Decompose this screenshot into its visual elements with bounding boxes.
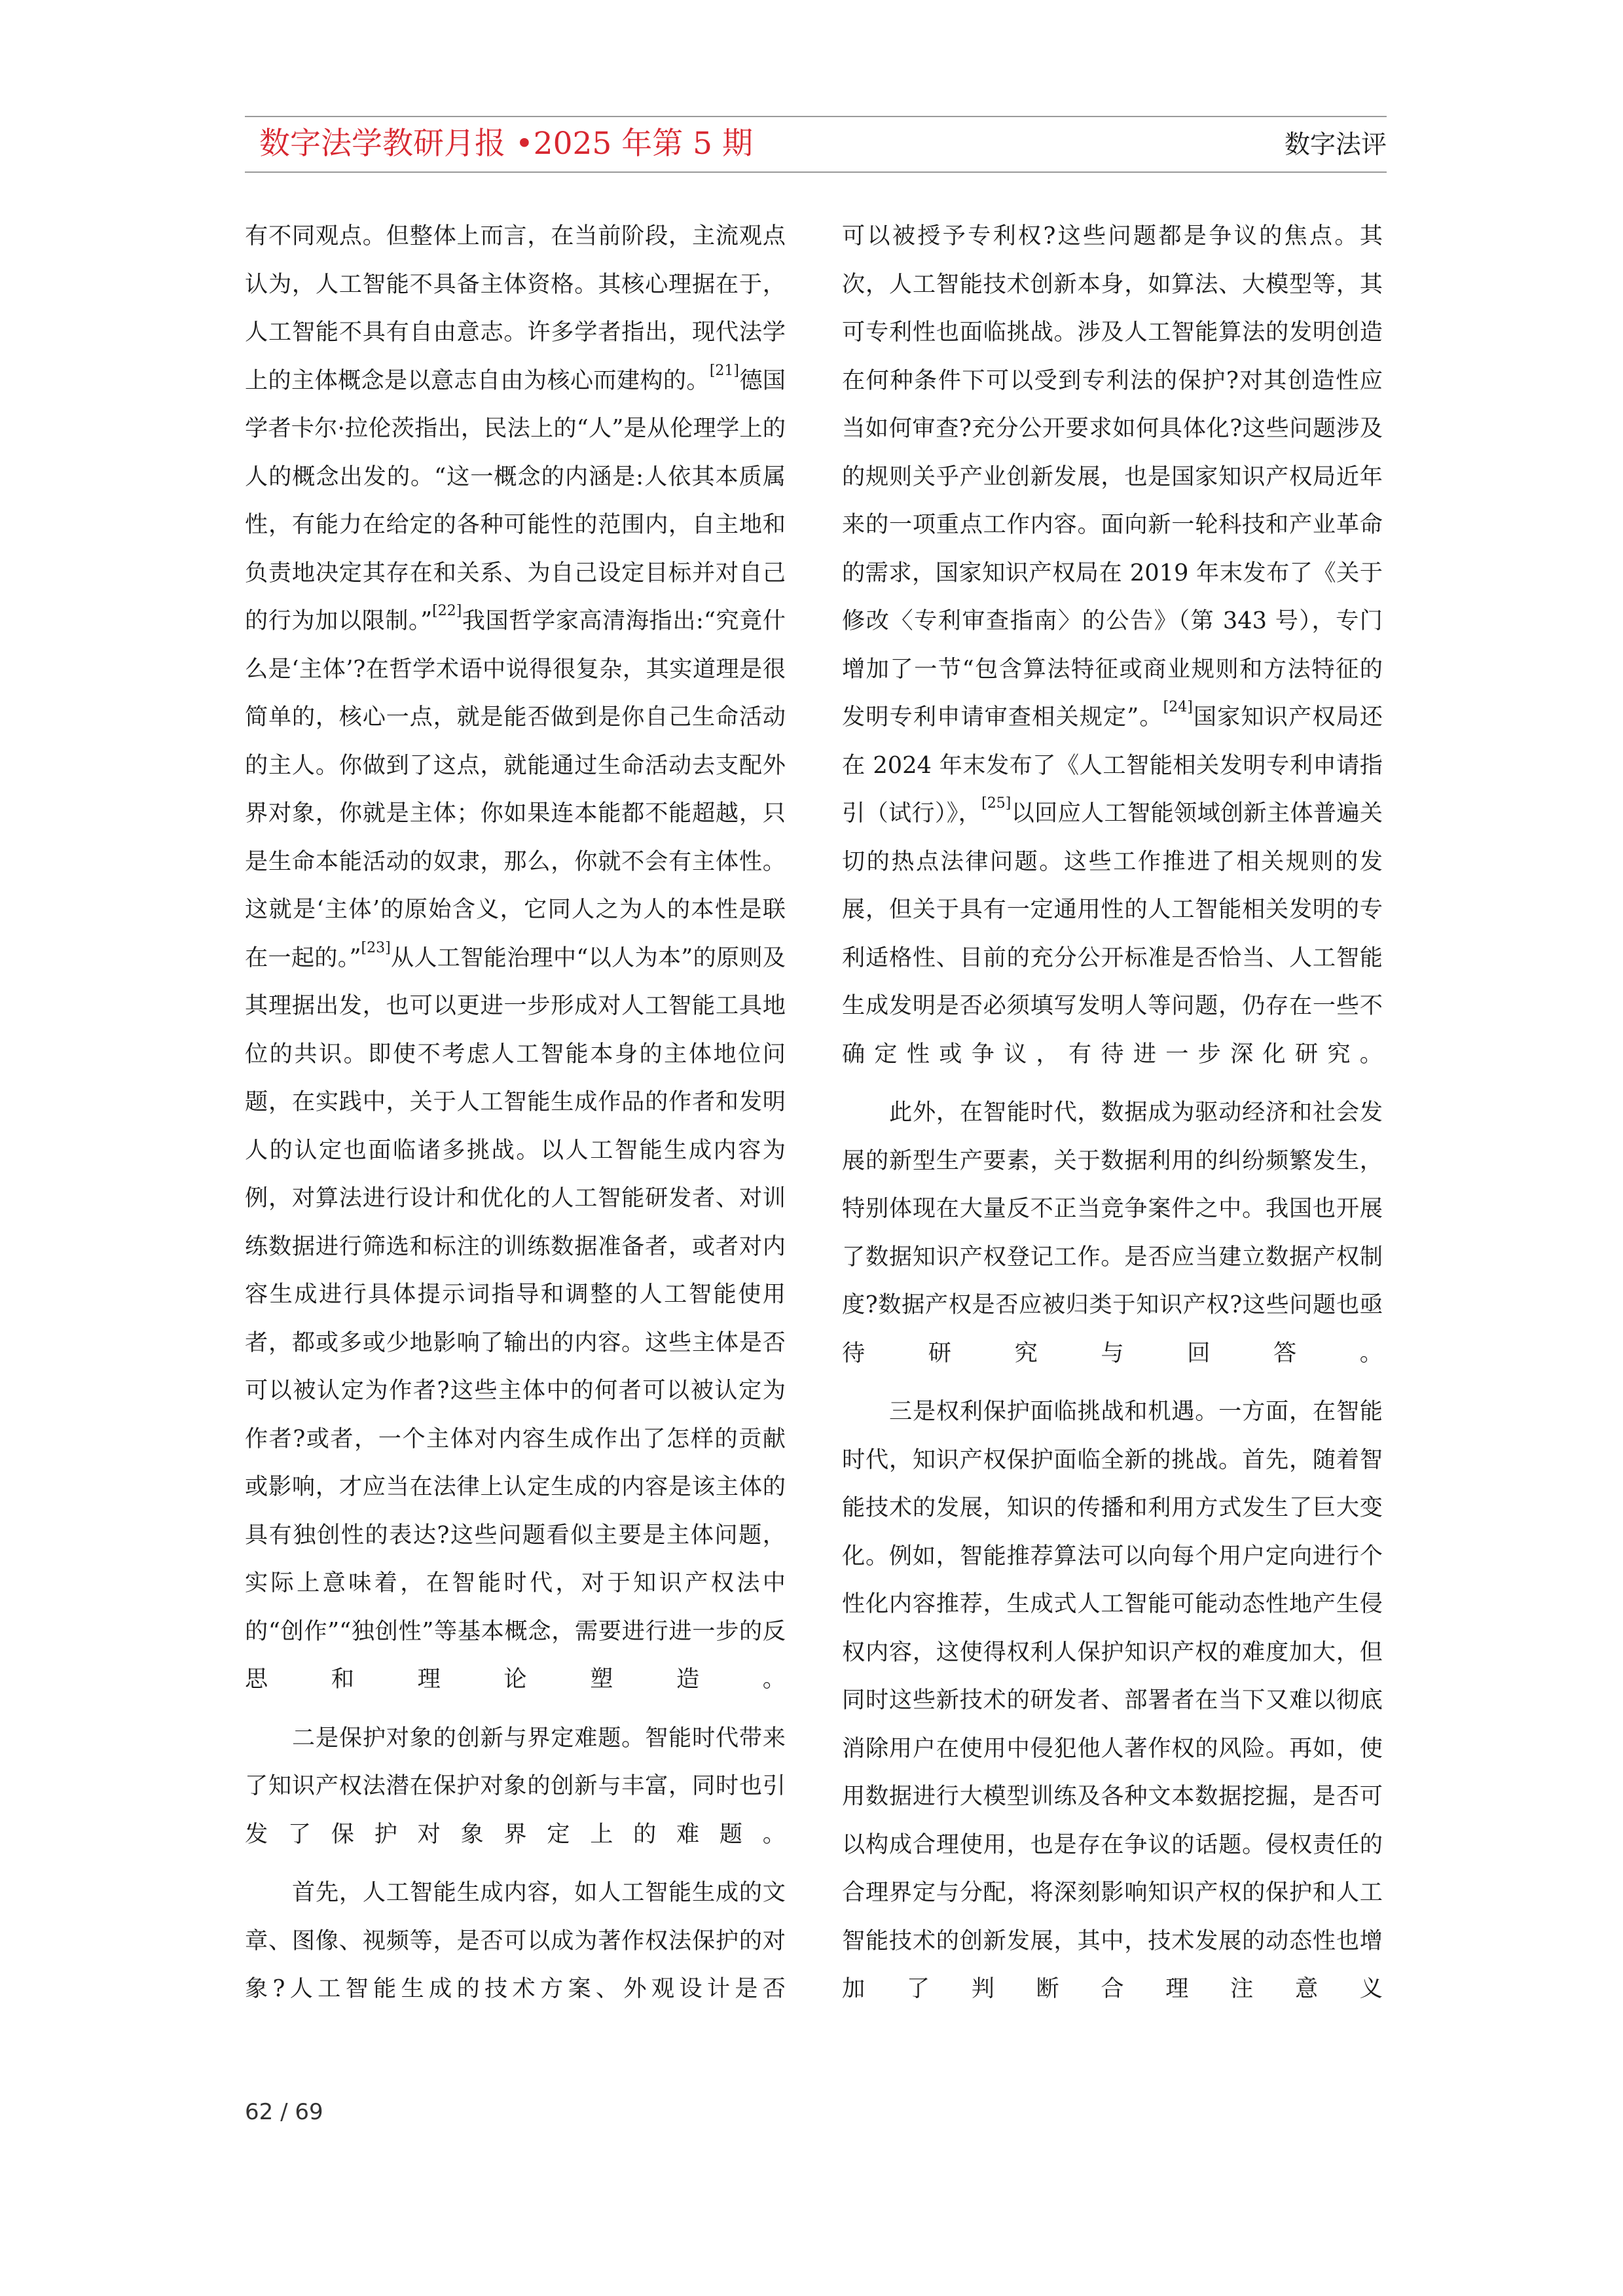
citation-ref: [25] <box>981 795 1012 812</box>
paragraph-subject-qualification <box>245 212 786 1704</box>
paragraph-text: 可以被授予专利权?这些问题都是争议的焦点。其次，人工智能技术创新本身，如算法、大模型等，其可专利性也面临挑战。涉及人工智能算法的发明创造在何种条件下可以受到专利法的保护?对其创造性应当如何审查?充分公开要求如何具体化?这些问题涉及的规则关乎产业创新发展，也是国家知识产权局近年来的一项重点工作内容。面向新一轮科技和产业革命的需求，国家知识产权局在 2019 年末发布了《关于修改〈专利审查指南〉的公告》（第 343 号），专门增加了一节“包含算法特征或商业规则和方法特征的发明专利申请审查相关规定”。 <box>842 223 1383 730</box>
left-column <box>245 212 786 2013</box>
paragraph-ai-generated-content: 首先，人工智能生成内容，如人工智能生成的文章、图像、视频等，是否可以成为著作权法保护的对象?人工智能生成的技术方案、外观设计是否 <box>245 1879 786 2002</box>
paragraph-data-rights: 此外，在智能时代，数据成为驱动经济和社会发展的新型生产要素，关于数据利用的纠纷频繁发生，特别体现在大量反不正当竞争案件之中。我国也开展了数据知识产权登记工作。是否应当建立数据产权制度?数据产权是否应被归类于知识产权?这些问题也亟待研究与回答。 <box>842 1099 1383 1367</box>
paragraph-text: 我国哲学家高清海指出:“究竟什么是‘主体’?在哲学术语中说得很复杂，其实道理是很简单的，核心一点，就是能否做到是你自己生命活动的主人。你做到了这点，就能通过生命活动去支配外界对象，你就是主体；你如果连本能都不能超越，只是生命本能活动的奴隶，那么，你就不会有主体性。这就是‘主体’的原始含义，它同人之为人的本性是联在一起的。” <box>245 607 786 971</box>
section-title: 数字法评 <box>1284 130 1387 160</box>
header-top-rule <box>245 116 1387 117</box>
citation-ref: [23] <box>361 939 391 956</box>
paragraph-patentability <box>842 212 1383 1078</box>
paragraph-text: 以回应人工智能领域创新主体普遍关切的热点法律问题。这些工作推进了相关规则的发展，但关于具有一定通用性的人工智能相关发明的专利适格性、目前的充分公开标准是否恰当、人工智能生成发明是否必须填写发明人等问题，仍存在一些不确定性或争议，有待进一步深化研究。 <box>842 800 1383 1067</box>
paragraph-text: 德国学者卡尔·拉伦茨指出，民法上的“人”是从伦理学上的人的概念出发的。“这一概念的内涵是:人依其本质属性，有能力在给定的各种可能性的范围内，自主地和负责地决定其存在和关系、为自己设定目标并对自己的行为加以限制。” <box>245 367 786 634</box>
header-bottom-rule <box>245 171 1387 173</box>
paragraph-rights-protection: 三是权利保护面临挑战和机遇。一方面，在智能时代，知识产权保护面临全新的挑战。首先，随着智能技术的发展，知识的传播和利用方式发生了巨大变化。例如，智能推荐算法可以向每个用户定向进行个性化内容推荐，生成式人工智能可能动态性地产生侵权内容，这使得权利人保护知识产权的难度加大，但同时这些新技术的研发者、部署者在当下又难以彻底消除用户在使用中侵犯他人著作权的风险。再如，使用数据进行大模型训练及各种文本数据挖掘，是否可以构成合理使用，也是存在争议的话题。侵权责任的合理界定与分配，将深刻影响知识产权的保护和人工智能技术的创新发展，其中，技术发展的动态性也增加了判断合理注意义 <box>842 1398 1383 2002</box>
citation-ref: [24] <box>1163 699 1193 716</box>
page-number: 62 / 69 <box>245 2099 323 2125</box>
right-column <box>842 212 1383 2013</box>
paragraph-text: 国家知识产权局还在 2024 年末发布了《人工智能相关发明专利申请指引（试行）》， <box>842 704 1383 827</box>
journal-title: 数字法学教研月报 •2025 年第 5 期 <box>259 126 753 162</box>
paragraph-text: 从人工智能治理中“以人为本”的原则及其理据出发，也可以更进一步形成对人工智能工具地位的共识。即使不考虑人工智能本身的主体地位问题，在实践中，关于人工智能生成作品的作者和发明人的认定也面临诸多挑战。以人工智能生成内容为例，对算法进行设计和优化的人工智能研发者、对训练数据进行筛选和标注的训练数据准备者，或者对内容生成进行具体提示词指导和调整的人工智能使用者，都或多或少地影响了输出的内容。这些主体是否可以被认定为作者?这些主体中的何者可以被认定为作者?或者，一个主体对内容生成作出了怎样的贡献或影响，才应当在法律上认定生成的内容是该主体的具有独创性的表达?这些问题看似主要是主体问题，实际上意味着，在智能时代，对于知识产权法中的“创作”“独创性”等基本概念，需要进行进一步的反思和理论塑造。 <box>245 944 786 1693</box>
citation-ref: [21] <box>709 362 740 379</box>
paragraph-text: 有不同观点。但整体上而言，在当前阶段，主流观点认为，人工智能不具备主体资格。其核心理据在于，人工智能不具有自由意志。许多学者指出，现代法学上的主体概念是以意志自由为核心而建构的。 <box>245 223 786 394</box>
paragraph-protection-objects: 二是保护对象的创新与界定难题。智能时代带来了知识产权法潜在保护对象的创新与丰富，同时也引发了保护对象界定上的难题。 <box>245 1724 786 1848</box>
citation-ref: [22] <box>432 603 462 620</box>
